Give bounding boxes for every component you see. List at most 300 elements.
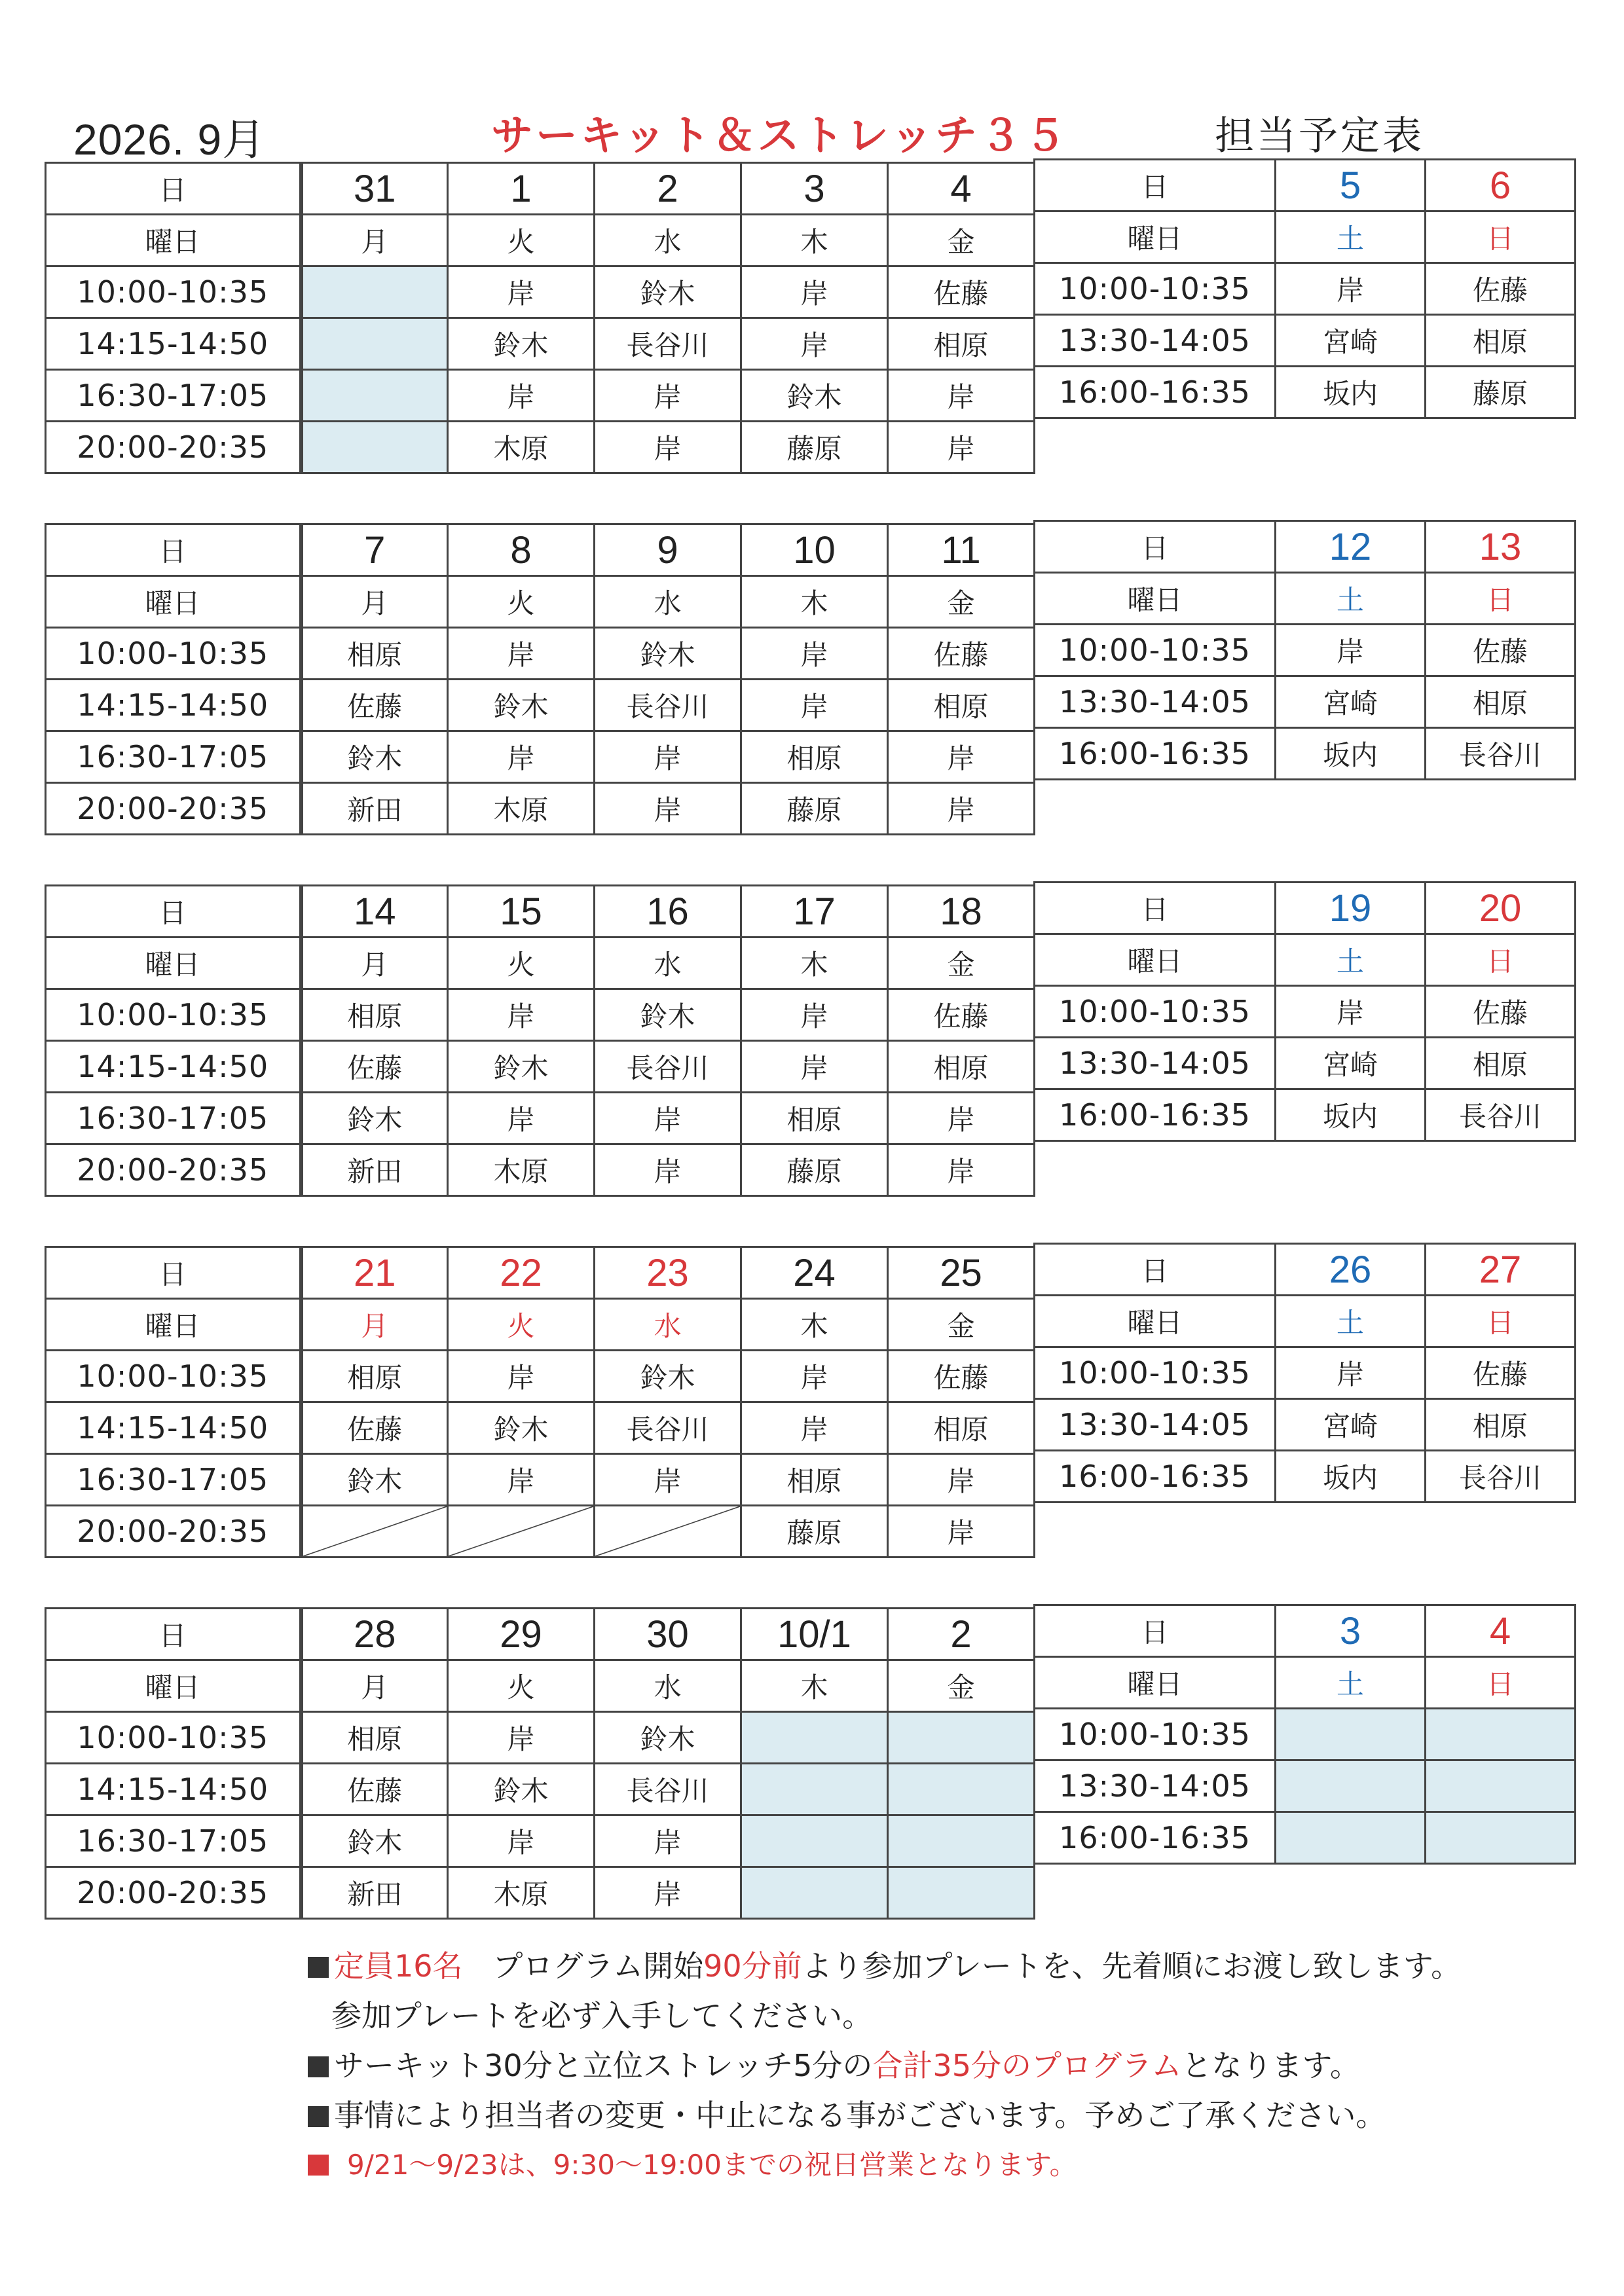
weekday-cell: 火: [448, 215, 595, 266]
time-slot-row: [46, 1815, 1035, 1867]
date-cell: 28: [301, 1609, 448, 1660]
weekday-table: [45, 523, 1035, 835]
date-cell: 4: [888, 163, 1035, 215]
week-block: [45, 1547, 1574, 1910]
weekday-cell: 土: [1276, 573, 1426, 625]
staff-cell: 長谷川: [595, 1041, 741, 1093]
weekday-cell: 金: [888, 215, 1035, 266]
staff-cell: 相原: [301, 1351, 448, 1402]
staff-cell: 佐藤: [888, 1351, 1035, 1402]
time-slot-row: [46, 989, 1035, 1041]
staff-cell: 鈴木: [301, 1815, 448, 1867]
staff-cell: 岸: [741, 680, 888, 731]
program-title: サーキット＆ストレッチ３５: [491, 112, 1069, 160]
date-cell: 6: [1426, 160, 1576, 211]
time-slot-label: 16:30-17:05: [46, 731, 301, 783]
time-slot-label: 16:30-17:05: [46, 370, 301, 422]
time-slot-label: 10:00-10:35: [1035, 1709, 1276, 1760]
date-row: [46, 163, 1035, 215]
staff-cell: [741, 1712, 888, 1764]
note-program: サーキット30分と立位ストレッチ5分の合計35分のプログラムとなります。: [308, 2041, 1552, 2090]
weekday-label: 曜日: [1035, 1296, 1276, 1347]
day-label: 日: [1035, 1605, 1276, 1657]
staff-cell: 坂内: [1276, 728, 1426, 780]
time-slot-label: 16:00-16:35: [1035, 1812, 1276, 1864]
weekday-cell: 金: [888, 1660, 1035, 1712]
weekend-table: [1033, 520, 1576, 780]
time-slot-row: [46, 370, 1035, 422]
time-slot-row: [1035, 1038, 1576, 1089]
weekend-table: [1033, 158, 1576, 419]
date-cell: 19: [1276, 883, 1426, 934]
time-slot-row: [46, 1041, 1035, 1093]
time-slot-label: 16:00-16:35: [1035, 1089, 1276, 1141]
time-slot-label: 20:00-20:35: [46, 1867, 301, 1919]
staff-cell: 岸: [888, 783, 1035, 835]
staff-cell: 宮崎: [1276, 315, 1426, 367]
staff-cell: [888, 1867, 1035, 1919]
day-label: 日: [46, 886, 301, 938]
weekday-cell: 日: [1426, 1657, 1576, 1709]
month-label: 2026. 9月: [73, 115, 267, 164]
staff-cell: 相原: [1426, 1038, 1576, 1089]
staff-cell: [301, 370, 448, 422]
day-label: 日: [46, 1609, 301, 1660]
date-cell: 16: [595, 886, 741, 938]
staff-cell: 岸: [595, 1093, 741, 1144]
staff-cell: 鈴木: [448, 1402, 595, 1454]
staff-cell: [741, 1764, 888, 1815]
week-block: [45, 824, 1574, 1188]
staff-cell: 相原: [1426, 676, 1576, 728]
date-cell: 2: [595, 163, 741, 215]
staff-cell: 鈴木: [448, 1041, 595, 1093]
staff-cell: 相原: [301, 1712, 448, 1764]
date-cell: 4: [1426, 1605, 1576, 1657]
staff-cell: 長谷川: [1426, 1089, 1576, 1141]
staff-cell: 鈴木: [595, 628, 741, 680]
staff-cell: 鈴木: [448, 1764, 595, 1815]
staff-cell: 佐藤: [1426, 263, 1576, 315]
staff-cell: 岸: [741, 1402, 888, 1454]
staff-cell: 木原: [448, 1144, 595, 1196]
staff-cell: 鈴木: [741, 370, 888, 422]
weekday-label: 曜日: [46, 576, 301, 628]
time-slot-label: 20:00-20:35: [46, 783, 301, 835]
time-slot-label: 13:30-14:05: [1035, 676, 1276, 728]
staff-cell: [888, 1764, 1035, 1815]
staff-cell: 木原: [448, 1867, 595, 1919]
weekday-cell: 木: [741, 1660, 888, 1712]
staff-cell: 相原: [888, 1402, 1035, 1454]
staff-cell: 岸: [888, 1454, 1035, 1506]
time-slot-row: [1035, 676, 1576, 728]
day-label: 日: [1035, 883, 1276, 934]
week-block: [45, 463, 1574, 826]
staff-cell: [888, 1815, 1035, 1867]
staff-cell: 岸: [595, 1454, 741, 1506]
day-label: 日: [46, 524, 301, 576]
staff-cell: 佐藤: [888, 989, 1035, 1041]
weekday-cell: 土: [1276, 211, 1426, 263]
time-slot-row: [1035, 728, 1576, 780]
date-cell: 1: [448, 163, 595, 215]
time-slot-row: [46, 1093, 1035, 1144]
time-slot-row: [1035, 315, 1576, 367]
weekend-table: [1033, 1243, 1576, 1503]
staff-cell: 岸: [448, 989, 595, 1041]
date-row: [46, 1609, 1035, 1660]
date-row: [1035, 521, 1576, 573]
weekday-row: [1035, 573, 1576, 625]
date-cell: 24: [741, 1247, 888, 1299]
weekday-cell: 木: [741, 1299, 888, 1351]
date-cell: 10/1: [741, 1609, 888, 1660]
weekday-label: 曜日: [1035, 1657, 1276, 1709]
time-slot-row: [1035, 1399, 1576, 1451]
weekday-table: [45, 884, 1035, 1197]
date-cell: 9: [595, 524, 741, 576]
date-cell: 29: [448, 1609, 595, 1660]
time-slot-row: [46, 680, 1035, 731]
weekday-row: [46, 1660, 1035, 1712]
weekday-cell: 火: [448, 1299, 595, 1351]
day-label: 日: [1035, 521, 1276, 573]
time-slot-row: [1035, 367, 1576, 418]
time-slot-row: [1035, 1089, 1576, 1141]
staff-cell: 岸: [448, 731, 595, 783]
staff-cell: 岸: [888, 422, 1035, 473]
staff-cell: 岸: [448, 1454, 595, 1506]
date-cell: 8: [448, 524, 595, 576]
staff-cell: 藤原: [1426, 367, 1576, 418]
weekday-cell: 金: [888, 1299, 1035, 1351]
staff-cell: [301, 266, 448, 318]
weekday-cell: 金: [888, 938, 1035, 989]
staff-cell: 坂内: [1276, 367, 1426, 418]
date-cell: 31: [301, 163, 448, 215]
staff-cell: 佐藤: [301, 680, 448, 731]
note-change: 事情により担当者の変更・中止になる事がございます。予めご了承ください。: [308, 2090, 1552, 2140]
time-slot-row: [46, 266, 1035, 318]
time-slot-row: [1035, 1760, 1576, 1812]
time-slot-row: [1035, 1812, 1576, 1864]
weekday-cell: 火: [448, 576, 595, 628]
square-bullet-icon: [308, 2056, 329, 2077]
note-holiday-hours: 9/21～9/23は、9:30～19:00までの祝日営業となります。: [308, 2140, 1552, 2190]
staff-cell: 相原: [741, 1093, 888, 1144]
staff-cell: 佐藤: [1426, 1347, 1576, 1399]
staff-cell: 鈴木: [595, 989, 741, 1041]
date-row: [46, 1247, 1035, 1299]
staff-cell: 藤原: [741, 1506, 888, 1558]
staff-cell: 岸: [595, 783, 741, 835]
weekday-cell: 木: [741, 215, 888, 266]
time-slot-label: 10:00-10:35: [1035, 625, 1276, 676]
weekday-row: [46, 576, 1035, 628]
staff-cell: 佐藤: [1426, 986, 1576, 1038]
staff-cell: [1276, 1709, 1426, 1760]
time-slot-row: [46, 628, 1035, 680]
time-slot-row: [1035, 1347, 1576, 1399]
staff-cell: 岸: [448, 1093, 595, 1144]
weekday-table: [45, 1607, 1035, 1920]
staff-cell: 岸: [595, 1144, 741, 1196]
weekday-cell: 月: [301, 1299, 448, 1351]
time-slot-row: [1035, 263, 1576, 315]
weekday-cell: 月: [301, 1660, 448, 1712]
staff-cell: 岸: [448, 370, 595, 422]
time-slot-label: 14:15-14:50: [46, 318, 301, 370]
weekday-cell: 水: [595, 215, 741, 266]
staff-cell: [1426, 1709, 1576, 1760]
weekday-cell: 火: [448, 1660, 595, 1712]
weekday-row: [1035, 211, 1576, 263]
day-label: 日: [1035, 160, 1276, 211]
time-slot-label: 14:15-14:50: [46, 680, 301, 731]
staff-cell: 岸: [448, 1815, 595, 1867]
time-slot-label: 13:30-14:05: [1035, 1399, 1276, 1451]
staff-cell: 岸: [1276, 625, 1426, 676]
weekend-table: [1033, 881, 1576, 1142]
time-slot-label: 14:15-14:50: [46, 1764, 301, 1815]
staff-cell: 佐藤: [301, 1041, 448, 1093]
staff-cell: 相原: [888, 1041, 1035, 1093]
time-slot-label: 14:15-14:50: [46, 1402, 301, 1454]
staff-cell: 相原: [301, 628, 448, 680]
weekday-label: 曜日: [1035, 211, 1276, 263]
staff-cell: 木原: [448, 783, 595, 835]
staff-cell: 藤原: [741, 783, 888, 835]
staff-cell: 新田: [301, 1867, 448, 1919]
weekday-row: [1035, 1296, 1576, 1347]
date-cell: 10: [741, 524, 888, 576]
day-label: 日: [1035, 1244, 1276, 1296]
weekday-cell: 日: [1426, 211, 1576, 263]
weekday-label: 曜日: [46, 1299, 301, 1351]
staff-cell: 新田: [301, 783, 448, 835]
weekday-cell: 日: [1426, 934, 1576, 986]
staff-cell: [1276, 1760, 1426, 1812]
staff-cell: 木原: [448, 422, 595, 473]
staff-cell: 藤原: [741, 422, 888, 473]
staff-cell: [741, 1815, 888, 1867]
date-cell: 23: [595, 1247, 741, 1299]
time-slot-label: 10:00-10:35: [46, 989, 301, 1041]
staff-cell: [301, 318, 448, 370]
date-row: [46, 886, 1035, 938]
staff-cell: 宮崎: [1276, 676, 1426, 728]
day-label: 日: [46, 1247, 301, 1299]
time-slot-label: 20:00-20:35: [46, 422, 301, 473]
time-slot-label: 10:00-10:35: [1035, 263, 1276, 315]
staff-cell: 鈴木: [301, 1454, 448, 1506]
weekday-label: 曜日: [1035, 573, 1276, 625]
staff-cell: 岸: [448, 628, 595, 680]
staff-cell: 岸: [595, 422, 741, 473]
weekday-cell: 月: [301, 215, 448, 266]
time-slot-label: 20:00-20:35: [46, 1506, 301, 1558]
week-block: [45, 1186, 1574, 1549]
weekday-cell: 土: [1276, 1657, 1426, 1709]
staff-cell: 長谷川: [1426, 1451, 1576, 1503]
staff-cell: 長谷川: [595, 1402, 741, 1454]
staff-cell: 鈴木: [595, 1712, 741, 1764]
staff-cell: 長谷川: [1426, 728, 1576, 780]
weekday-cell: 水: [595, 576, 741, 628]
date-cell: 21: [301, 1247, 448, 1299]
staff-cell: 佐藤: [301, 1402, 448, 1454]
weekday-cell: 水: [595, 1299, 741, 1351]
time-slot-row: [1035, 625, 1576, 676]
staff-cell: 岸: [741, 1041, 888, 1093]
staff-cell: 宮崎: [1276, 1399, 1426, 1451]
staff-cell: 岸: [1276, 263, 1426, 315]
date-row: [1035, 160, 1576, 211]
time-slot-label: 10:00-10:35: [46, 1351, 301, 1402]
staff-cell: [1276, 1812, 1426, 1864]
staff-cell: 岸: [888, 731, 1035, 783]
weekday-cell: 土: [1276, 934, 1426, 986]
time-slot-label: 16:00-16:35: [1035, 728, 1276, 780]
staff-cell: 岸: [741, 318, 888, 370]
date-row: [1035, 1244, 1576, 1296]
staff-cell: 相原: [888, 318, 1035, 370]
staff-cell: 岸: [741, 628, 888, 680]
staff-cell: 岸: [448, 1351, 595, 1402]
staff-cell: 長谷川: [595, 1764, 741, 1815]
time-slot-label: 10:00-10:35: [1035, 986, 1276, 1038]
staff-cell: [888, 1712, 1035, 1764]
weekday-cell: 日: [1426, 1296, 1576, 1347]
staff-cell: 鈴木: [448, 680, 595, 731]
staff-cell: 岸: [448, 1712, 595, 1764]
staff-cell: 鈴木: [301, 1093, 448, 1144]
staff-cell: 岸: [888, 1093, 1035, 1144]
staff-cell: 岸: [888, 1506, 1035, 1558]
weekday-cell: 日: [1426, 573, 1576, 625]
date-cell: 15: [448, 886, 595, 938]
weekday-table: [45, 162, 1035, 474]
note-capacity: 定員16名 プログラム開始90分前より参加プレートを、先着順にお渡し致します。: [308, 1941, 1552, 1991]
weekday-cell: 月: [301, 938, 448, 989]
weekday-row: [46, 1299, 1035, 1351]
notes: [308, 1941, 1552, 2190]
staff-cell: 岸: [595, 731, 741, 783]
date-cell: 26: [1276, 1244, 1426, 1296]
date-row: [1035, 1605, 1576, 1657]
staff-cell: 新田: [301, 1144, 448, 1196]
square-bullet-icon: [308, 1957, 329, 1978]
time-slot-label: 14:15-14:50: [46, 1041, 301, 1093]
date-cell: 7: [301, 524, 448, 576]
staff-cell: 岸: [1276, 986, 1426, 1038]
time-slot-label: 20:00-20:35: [46, 1144, 301, 1196]
date-cell: 14: [301, 886, 448, 938]
staff-cell: 相原: [1426, 315, 1576, 367]
weekday-row: [1035, 934, 1576, 986]
staff-cell: 坂内: [1276, 1451, 1426, 1503]
date-cell: 20: [1426, 883, 1576, 934]
weekday-cell: 火: [448, 938, 595, 989]
staff-cell: 岸: [595, 1815, 741, 1867]
date-cell: 13: [1426, 521, 1576, 573]
square-bullet-icon: [308, 2155, 329, 2176]
time-slot-row: [1035, 1709, 1576, 1760]
time-slot-row: [46, 318, 1035, 370]
staff-cell: 岸: [595, 1867, 741, 1919]
weekday-cell: 金: [888, 576, 1035, 628]
time-slot-row: [1035, 1451, 1576, 1503]
staff-cell: 坂内: [1276, 1089, 1426, 1141]
staff-cell: [741, 1867, 888, 1919]
staff-cell: 長谷川: [595, 680, 741, 731]
staff-cell: 藤原: [741, 1144, 888, 1196]
date-cell: 17: [741, 886, 888, 938]
date-cell: 3: [741, 163, 888, 215]
schedule-subtitle: 担当予定表: [1215, 113, 1424, 159]
weekday-label: 曜日: [46, 938, 301, 989]
square-bullet-icon: [308, 2106, 329, 2127]
staff-cell: 鈴木: [595, 1351, 741, 1402]
date-cell: 2: [888, 1609, 1035, 1660]
staff-cell: 相原: [1426, 1399, 1576, 1451]
time-slot-label: 16:30-17:05: [46, 1815, 301, 1867]
staff-cell: 相原: [301, 989, 448, 1041]
staff-cell: 岸: [888, 370, 1035, 422]
weekday-row: [46, 938, 1035, 989]
time-slot-row: [46, 1351, 1035, 1402]
staff-cell: 長谷川: [595, 318, 741, 370]
staff-cell: 鈴木: [301, 731, 448, 783]
weekday-row: [1035, 1657, 1576, 1709]
weekday-table: [45, 1246, 1035, 1558]
time-slot-row: [1035, 986, 1576, 1038]
weekday-label: 曜日: [1035, 934, 1276, 986]
time-slot-label: 16:30-17:05: [46, 1454, 301, 1506]
weekday-cell: 水: [595, 938, 741, 989]
time-slot-row: [46, 731, 1035, 783]
time-slot-label: 10:00-10:35: [46, 1712, 301, 1764]
staff-cell: 岸: [741, 1351, 888, 1402]
staff-cell: [1426, 1760, 1576, 1812]
staff-cell: 岸: [741, 266, 888, 318]
staff-cell: 佐藤: [888, 628, 1035, 680]
weekday-cell: 月: [301, 576, 448, 628]
date-row: [1035, 883, 1576, 934]
staff-cell: 鈴木: [448, 318, 595, 370]
week-block: [45, 101, 1574, 465]
weekday-cell: 木: [741, 576, 888, 628]
weekday-label: 曜日: [46, 215, 301, 266]
weekday-row: [46, 215, 1035, 266]
time-slot-label: 10:00-10:35: [46, 628, 301, 680]
staff-cell: 宮崎: [1276, 1038, 1426, 1089]
staff-cell: 鈴木: [595, 266, 741, 318]
staff-cell: 岸: [741, 989, 888, 1041]
staff-cell: 岸: [1276, 1347, 1426, 1399]
date-cell: 22: [448, 1247, 595, 1299]
time-slot-label: 13:30-14:05: [1035, 315, 1276, 367]
staff-cell: 岸: [595, 370, 741, 422]
staff-cell: 相原: [741, 731, 888, 783]
time-slot-label: 16:30-17:05: [46, 1093, 301, 1144]
weekday-cell: 土: [1276, 1296, 1426, 1347]
weekday-cell: 水: [595, 1660, 741, 1712]
day-label: 日: [46, 163, 301, 215]
date-cell: 27: [1426, 1244, 1576, 1296]
staff-cell: 佐藤: [301, 1764, 448, 1815]
